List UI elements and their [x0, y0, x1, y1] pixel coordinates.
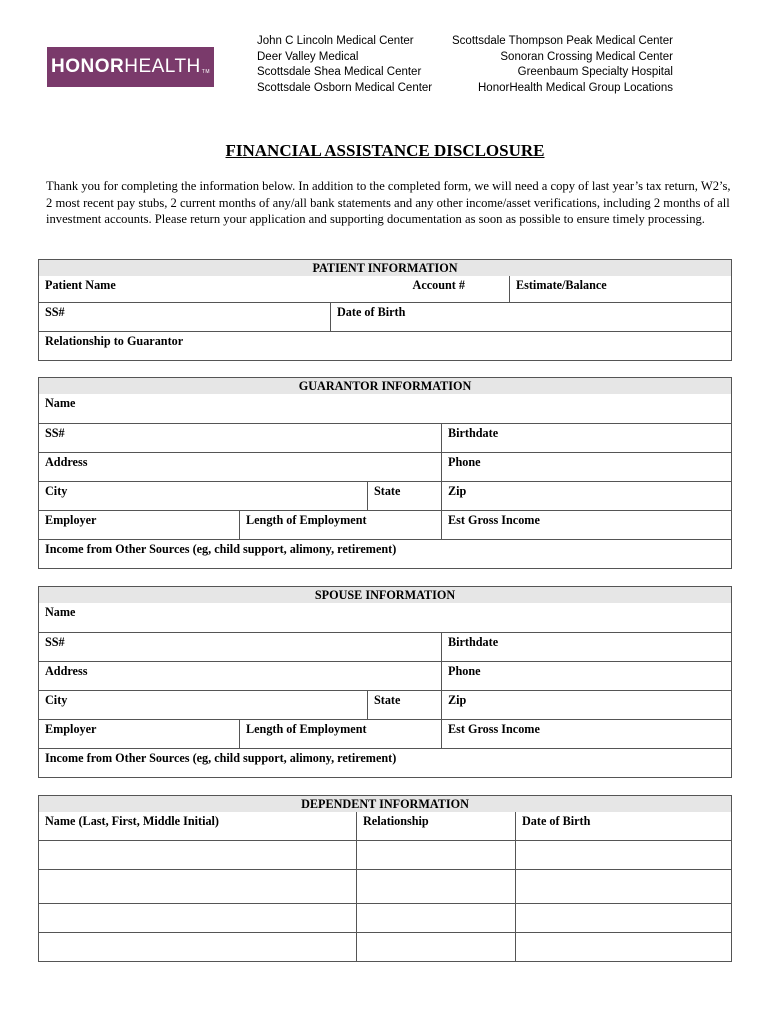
date-of-birth-label: Date of Birth	[337, 304, 406, 319]
spouse-state-field[interactable]	[368, 690, 442, 719]
dependent-name-cell[interactable]	[39, 869, 357, 903]
name-column-label: Name (Last, First, Middle Initial)	[45, 814, 219, 828]
honorhealth-logo	[47, 47, 214, 87]
spouse-ss-field[interactable]	[39, 632, 442, 661]
phone-label: Phone	[448, 663, 481, 678]
account-number-label: Account #	[412, 278, 465, 292]
dependent-relationship-cell[interactable]	[357, 903, 516, 932]
dependent-name-cell[interactable]	[39, 840, 357, 869]
dependent-relationship-cell[interactable]	[357, 840, 516, 869]
spouse-length-of-employment-field[interactable]	[240, 719, 442, 748]
other-income-label: Income from Other Sources (eg, child support, alimony, retirement)	[45, 541, 397, 556]
location-item: Deer Valley Medical	[257, 50, 359, 63]
guarantor-other-income-field[interactable]	[39, 539, 732, 568]
city-label: City	[45, 483, 68, 498]
spouse-gross-income-field[interactable]	[442, 719, 732, 748]
guarantor-name-field[interactable]	[39, 394, 732, 423]
spouse-city-field[interactable]	[39, 690, 368, 719]
section-heading: DEPENDENT INFORMATION	[39, 796, 732, 813]
length-of-employment-label: Length of Employment	[246, 721, 367, 736]
date-of-birth-field[interactable]	[331, 302, 732, 331]
ss-label: SS#	[45, 634, 65, 649]
est-gross-income-label: Est Gross Income	[448, 721, 540, 736]
spouse-address-field[interactable]	[39, 661, 442, 690]
birthdate-label: Birthdate	[448, 634, 499, 649]
state-label: State	[374, 483, 401, 498]
spouse-phone-field[interactable]	[442, 661, 732, 690]
guarantor-phone-field[interactable]	[442, 452, 732, 481]
spouse-zip-field[interactable]	[442, 690, 732, 719]
locations-left-list	[257, 34, 432, 96]
birthdate-label: Birthdate	[448, 425, 499, 440]
patient-name-label: Patient Name	[45, 278, 116, 292]
length-of-employment-label: Length of Employment	[246, 512, 367, 527]
estimate-balance-label: Estimate/Balance	[516, 278, 607, 292]
spouse-information-section	[38, 586, 732, 778]
patient-name-field[interactable]	[39, 276, 510, 302]
zip-label: Zip	[448, 483, 467, 498]
est-gross-income-label: Est Gross Income	[448, 512, 540, 527]
column-header-date-of-birth	[516, 812, 732, 840]
locations-right-list	[452, 34, 673, 96]
other-income-label: Income from Other Sources (eg, child support, alimony, retirement)	[45, 750, 397, 765]
dependent-row	[39, 932, 732, 961]
section-heading: PATIENT INFORMATION	[39, 260, 732, 277]
relationship-column-label: Relationship	[363, 814, 429, 828]
city-label: City	[45, 692, 68, 707]
guarantor-length-of-employment-field[interactable]	[240, 510, 442, 539]
ss-label: SS#	[45, 425, 65, 440]
relationship-to-guarantor-field[interactable]	[39, 331, 732, 360]
spouse-name-field[interactable]	[39, 603, 732, 632]
logo-text-lite: HEALTH	[124, 56, 201, 77]
guarantor-state-field[interactable]	[368, 481, 442, 510]
dependent-row	[39, 903, 732, 932]
dependent-row	[39, 840, 732, 869]
location-item: Scottsdale Osborn Medical Center	[257, 81, 433, 94]
logo-text-bold: HONOR	[50, 56, 125, 77]
date-of-birth-column-label: Date of Birth	[522, 814, 591, 828]
column-header-relationship	[357, 812, 516, 840]
address-label: Address	[45, 663, 88, 678]
guarantor-information-section	[38, 377, 732, 569]
dependent-dob-cell[interactable]	[516, 869, 732, 903]
guarantor-birthdate-field[interactable]	[442, 423, 732, 452]
location-item: Greenbaum Specialty Hospital	[517, 66, 673, 78]
patient-information-section	[38, 259, 732, 361]
name-label: Name	[45, 396, 76, 410]
guarantor-employer-field[interactable]	[39, 510, 240, 539]
section-heading: SPOUSE INFORMATION	[39, 587, 732, 604]
dependent-row	[39, 869, 732, 903]
column-header-name	[39, 812, 357, 840]
relationship-to-guarantor-label: Relationship to Guarantor	[45, 333, 184, 348]
location-item: Sonoran Crossing Medical Center	[500, 50, 673, 63]
location-item: John C Lincoln Medical Center	[257, 35, 414, 47]
ss-field[interactable]	[39, 302, 331, 331]
spouse-birthdate-field[interactable]	[442, 632, 732, 661]
employer-label: Employer	[45, 512, 97, 527]
employer-label: Employer	[45, 721, 97, 736]
spouse-other-income-field[interactable]	[39, 748, 732, 777]
state-label: State	[374, 692, 401, 707]
dependent-information-section	[38, 795, 732, 962]
guarantor-city-field[interactable]	[39, 481, 368, 510]
dependent-dob-cell[interactable]	[516, 932, 732, 961]
location-item: HonorHealth Medical Group Locations	[478, 81, 673, 94]
guarantor-zip-field[interactable]	[442, 481, 732, 510]
dependent-relationship-cell[interactable]	[357, 869, 516, 903]
logo-trademark: TM	[201, 69, 211, 75]
dependent-dob-cell[interactable]	[516, 903, 732, 932]
location-item: Scottsdale Shea Medical Center	[257, 66, 422, 78]
estimate-balance-field[interactable]	[510, 276, 732, 302]
guarantor-ss-field[interactable]	[39, 423, 442, 452]
section-heading: GUARANTOR INFORMATION	[39, 378, 732, 395]
dependent-name-cell[interactable]	[39, 903, 357, 932]
name-label: Name	[45, 605, 76, 619]
guarantor-address-field[interactable]	[39, 452, 442, 481]
location-item: Scottsdale Thompson Peak Medical Center	[452, 35, 673, 47]
guarantor-gross-income-field[interactable]	[442, 510, 732, 539]
intro-paragraph: Thank you for completing the information below. In addition to the completed form, we will need a copy of last year’s tax return, W2’s, 2 most recent pay stubs, 2 current months of any/all bank statements and any other income/asset verifications, including 2 months of all investment accounts. Please return your application and supporting documentation as soon as possible to ensure timely processing.	[46, 179, 731, 226]
phone-label: Phone	[448, 454, 481, 469]
page-title: FINANCIAL ASSISTANCE DISCLOSURE	[225, 141, 545, 160]
dependent-relationship-cell[interactable]	[357, 932, 516, 961]
dependent-name-cell[interactable]	[39, 932, 357, 961]
dependent-dob-cell[interactable]	[516, 840, 732, 869]
address-label: Address	[45, 454, 88, 469]
zip-label: Zip	[448, 692, 467, 707]
spouse-employer-field[interactable]	[39, 719, 240, 748]
ss-label: SS#	[45, 304, 65, 319]
